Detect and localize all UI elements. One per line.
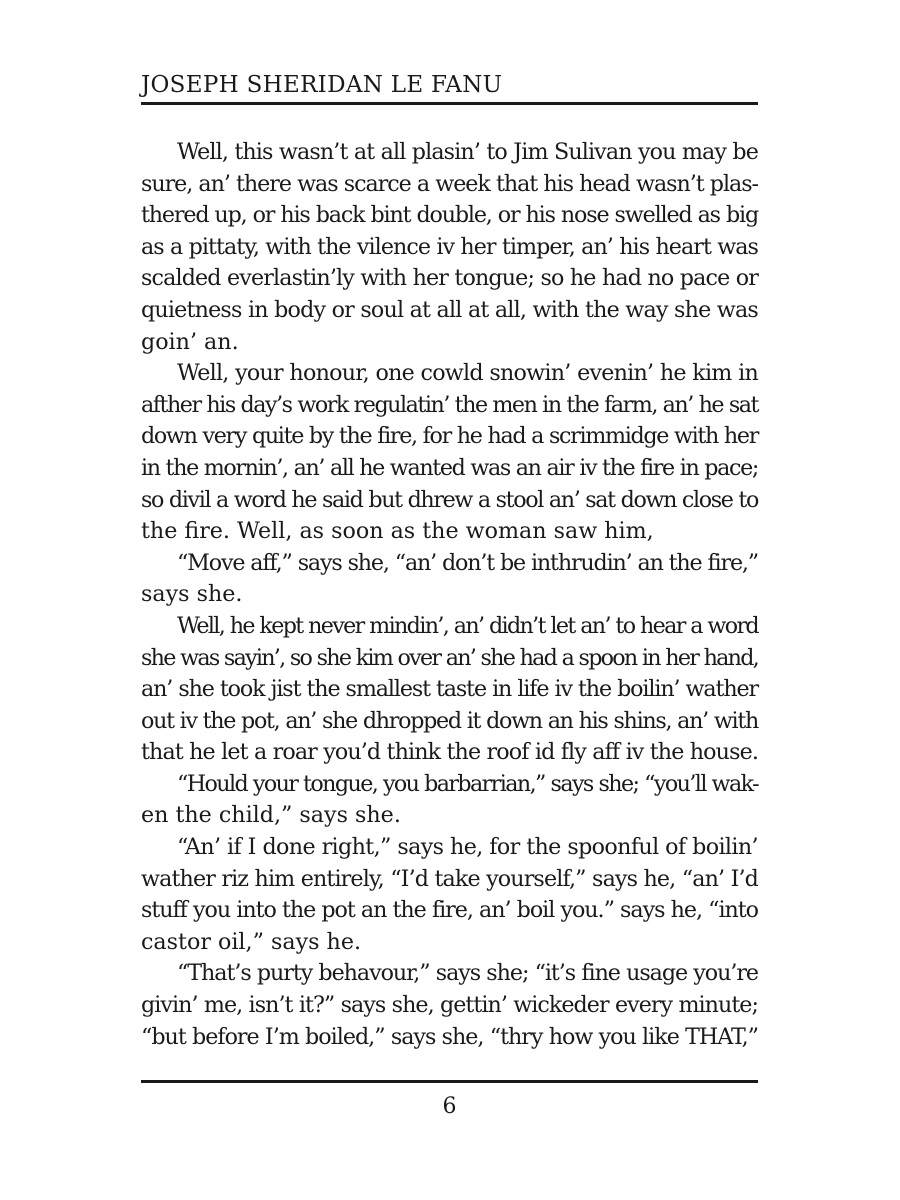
text-line: so divil a word he said but dhrew a stool an’ sat down close to: [141, 486, 758, 513]
text-line: Well, this wasn’t at all plasin’ to Jim Sulivan you may be: [177, 139, 758, 165]
text-line: sure, an’ there was scarce a week that his head wasn’t plas-: [141, 170, 758, 197]
text-line: Well, he kept never mindin’, an’ didn’t let an’ to hear a word: [177, 612, 758, 639]
running-header: [141, 68, 758, 105]
text-line: scalded everlastin’ly with her tongue; so he had no pace or: [141, 265, 758, 292]
text-line: en the child,” says she.: [141, 802, 401, 829]
text-line: “Hould your tongue, you barbarrian,” says she; “you’ll wak-: [177, 770, 758, 797]
text-line: afther his day’s work regulatin’ the men in the farm, an’ he sat: [141, 391, 758, 418]
page-number: 6: [442, 1094, 457, 1119]
body-text: [141, 137, 758, 1053]
text-line: that he let a roar you’d think the roof id fly aff iv the house.: [141, 739, 758, 766]
text-line: stuff you into the pot an the fire, an’ boil you.” says he, “into: [141, 897, 758, 924]
text-line: in the mornin’, an’ all he wanted was an air iv the fire in pace;: [141, 454, 758, 481]
text-line: “but before I’m boiled,” says she, “thry how you like THAT,”: [141, 1023, 758, 1050]
text-line: “That’s purty behavour,” says she; “it’s fine usage you’re: [177, 960, 758, 987]
text-line: she was sayin’, so she kim over an’ she had a spoon in her hand,: [141, 644, 758, 671]
text-line: “An’ if I done right,” says he, for the spoonful of boilin’: [177, 834, 758, 861]
text-line: quietness in body or soul at all at all, with the way she was: [141, 296, 758, 323]
footer-rule: [141, 1080, 758, 1083]
text-line: as a pittaty, with the vilence iv her timper, an’ his heart was: [141, 233, 758, 260]
text-line: down very quite by the fire, for he had a scrimmidge with her: [141, 423, 758, 450]
text-line: goin’ an.: [141, 328, 239, 355]
text-line: givin’ me, isn’t it?” says she, gettin’ wickeder every minute;: [141, 992, 758, 1019]
text-line: “Move aff,” says she, “an’ don’t be inthrudin’ an the fire,”: [177, 549, 758, 576]
text-line: wather riz him entirely, “I’d take yourself,” says he, “an’ I’d: [141, 865, 758, 892]
header-author-title: JOSEPH SHERIDAN LE FANU: [141, 72, 503, 98]
text-line: the fire. Well, as soon as the woman saw him,: [141, 518, 654, 545]
text-line: out iv the pot, an’ she dhropped it down an his shins, an’ with: [141, 707, 758, 734]
text-line: thered up, or his back bint double, or his nose swelled as big: [141, 202, 758, 229]
text-line: castor oil,” says he.: [141, 928, 362, 955]
text-line: an’ she took jist the smallest taste in life iv the boilin’ wather: [141, 676, 758, 703]
text-line: Well, your honour, one cowld snowin’ evenin’ he kim in: [177, 360, 758, 387]
text-line: says she.: [141, 581, 243, 608]
